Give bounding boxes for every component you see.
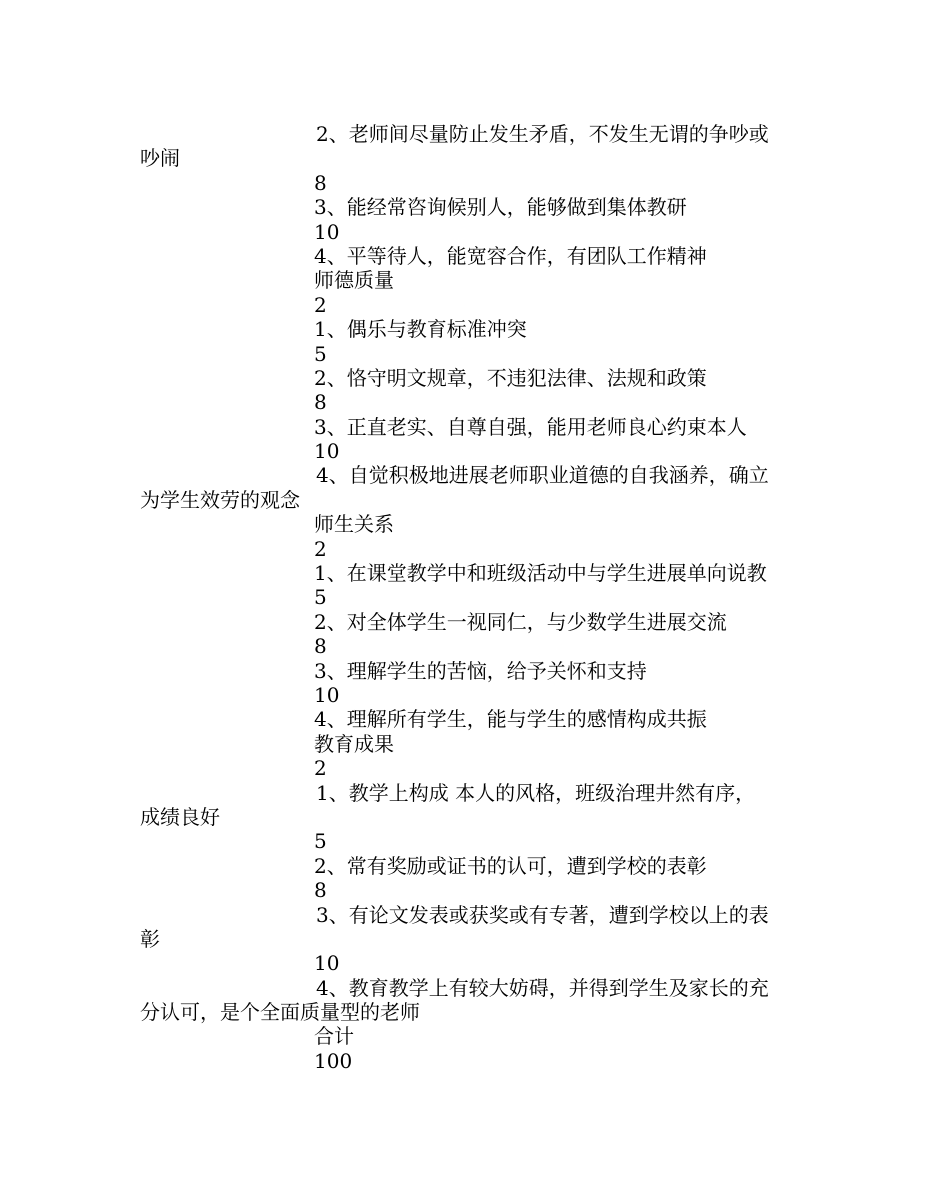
line-item: 4、理解所有学生，能与学生的感情构成共振 [314, 707, 707, 732]
document-body [140, 122, 820, 1073]
line-item: 4、教育教学上有较大妨碍，并得到学生及家长的充 [316, 975, 769, 1000]
line-item: 10 [314, 439, 340, 464]
line-item: 2、恪守明文规章，不违犯法律、法规和政策 [314, 365, 707, 390]
line-item: 2 [314, 756, 327, 781]
total-value: 100 [314, 1048, 353, 1073]
section-heading: 师生关系 [314, 512, 394, 537]
line-item: 为学生效劳的观念 [140, 487, 300, 512]
line-item: 10 [314, 682, 340, 707]
line-item: 3、能经常咨询候别人，能够做到集体教研 [314, 195, 687, 220]
line-item: 彰 [140, 926, 160, 951]
line-item: 2、对全体学生一视同仁，与少数学生进展交流 [314, 609, 727, 634]
line-item: 吵闹 [140, 146, 180, 171]
line-item: 3、有论文发表或获奖或有专著，遭到学校以上的表 [316, 902, 769, 927]
line-item: 10 [314, 219, 340, 244]
line-item: 4、自觉积极地进展老师职业道德的自我涵养，确立 [316, 463, 769, 488]
section-heading: 教育成果 [314, 731, 394, 756]
total-label: 合计 [314, 1024, 354, 1049]
line-item: 1、在课堂教学中和班级活动中与学生进展单向说教 [314, 561, 767, 586]
line-item: 2 [314, 292, 327, 317]
line-item: 8 [314, 390, 327, 415]
line-item: 5 [314, 585, 327, 610]
line-item: 2、老师间尽量防止发生矛盾，不发生无谓的争吵或 [316, 122, 769, 146]
line-item: 3、正直老实、自尊自强，能用老师良心约束本人 [314, 414, 747, 439]
line-item: 8 [314, 878, 327, 903]
line-item: 2、常有奖励或证书的认可，遭到学校的表彰 [314, 853, 707, 878]
section-heading: 师德质量 [314, 268, 394, 293]
line-item: 5 [314, 341, 327, 366]
line-item: 成绩良好 [140, 804, 220, 829]
line-item: 8 [314, 170, 327, 195]
line-item: 4、平等待人，能宽容合作，有团队工作精神 [314, 243, 707, 268]
line-item: 8 [314, 634, 327, 659]
line-item: 1、偶乐与教育标准冲突 [314, 317, 527, 342]
line-item: 5 [314, 829, 327, 854]
line-item: 分认可，是个全面质量型的老师 [140, 1000, 420, 1025]
line-item: 1、教学上构成 本人的风格，班级治理井然有序， [316, 780, 756, 805]
line-item: 10 [314, 951, 340, 976]
line-item: 3、理解学生的苦恼，给予关怀和支持 [314, 658, 647, 683]
line-item: 2 [314, 536, 327, 561]
